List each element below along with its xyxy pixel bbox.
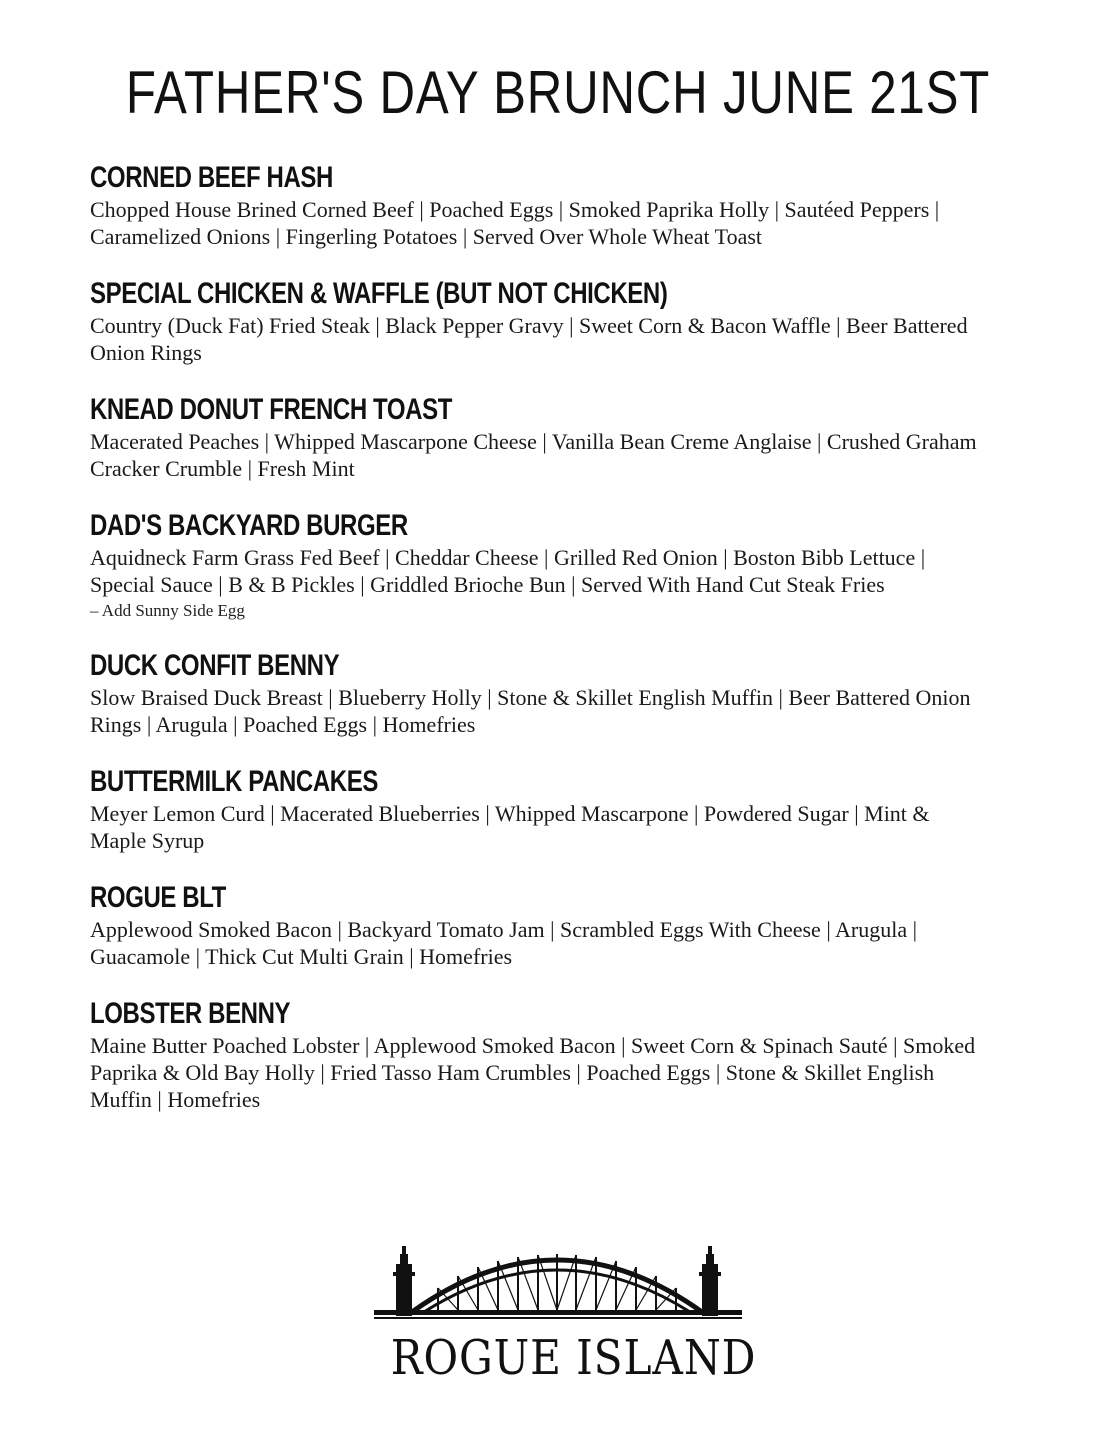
menu-item	[90, 648, 990, 738]
item-description: Country (Duck Fat) Fried Steak | Black Pepper Gravy | Sweet Corn & Bacon Waffle | Beer Battered Onion Rings	[90, 313, 968, 365]
logo-text: ROGUE ISLAND	[390, 1330, 757, 1386]
item-description: Maine Butter Poached Lobster | Applewood Smoked Bacon | Sweet Corn & Spinach Sauté | Smoked Paprika & Old Bay Holly | Fried Tasso Ham Crumbles | Poached Eggs | Stone & Skillet English Muffin | Homefries	[90, 1033, 976, 1112]
item-description: Aquidneck Farm Grass Fed Beef | Cheddar Cheese | Grilled Red Onion | Boston Bibb Lettuce | Special Sauce | B & B Pickles | Griddled Brioche Bun | Served With Hand Cut Steak Fries	[90, 545, 926, 597]
item-name: KNEAD DONUT FRENCH TOAST	[90, 393, 452, 426]
item-name: LOBSTER BENNY	[90, 997, 291, 1030]
item-name: DAD'S BACKYARD BURGER	[90, 509, 408, 542]
item-description: Applewood Smoked Bacon | Backyard Tomato Jam | Scrambled Eggs With Cheese | Arugula | Guacamole | Thick Cut Multi Grain | Homefries	[90, 917, 918, 969]
item-name: BUTTERMILK PANCAKES	[90, 765, 378, 798]
bridge-icon	[368, 1238, 748, 1333]
item-name: CORNED BEEF HASH	[90, 161, 333, 194]
menu-title: FATHER'S DAY BRUNCH JUNE 21ST	[125, 59, 991, 126]
item-description: Chopped House Brined Corned Beef | Poached Eggs | Smoked Paprika Holly | Sautéed Peppers | Caramelized Onions | Fingerling Potatoes | Served Over Whole Wheat Toast	[90, 197, 940, 249]
item-name: SPECIAL CHICKEN & WAFFLE (BUT NOT CHICKEN)	[90, 277, 668, 310]
menu-item	[90, 996, 990, 1113]
item-description: Meyer Lemon Curd | Macerated Blueberries | Whipped Mascarpone | Powdered Sugar | Mint & Maple Syrup	[90, 801, 930, 853]
menu-item	[90, 508, 990, 622]
item-note: – Add Sunny Side Egg	[90, 601, 245, 620]
menu-item	[90, 880, 990, 970]
menu-item	[90, 276, 990, 366]
item-description: Macerated Peaches | Whipped Mascarpone Cheese | Vanilla Bean Creme Anglaise | Crushed Graham Cracker Crumble | Fresh Mint	[90, 429, 977, 481]
item-description: Slow Braised Duck Breast | Blueberry Holly | Stone & Skillet English Muffin | Beer Battered Onion Rings | Arugula | Poached Eggs | Homefries	[90, 685, 971, 737]
item-name: DUCK CONFIT BENNY	[90, 649, 340, 682]
menu-item	[90, 160, 990, 250]
menu-list	[90, 160, 990, 1139]
menu-item	[90, 764, 990, 854]
item-name: ROGUE BLT	[90, 881, 226, 914]
rogue-island-logo	[368, 1238, 757, 1398]
menu-item	[90, 392, 990, 482]
